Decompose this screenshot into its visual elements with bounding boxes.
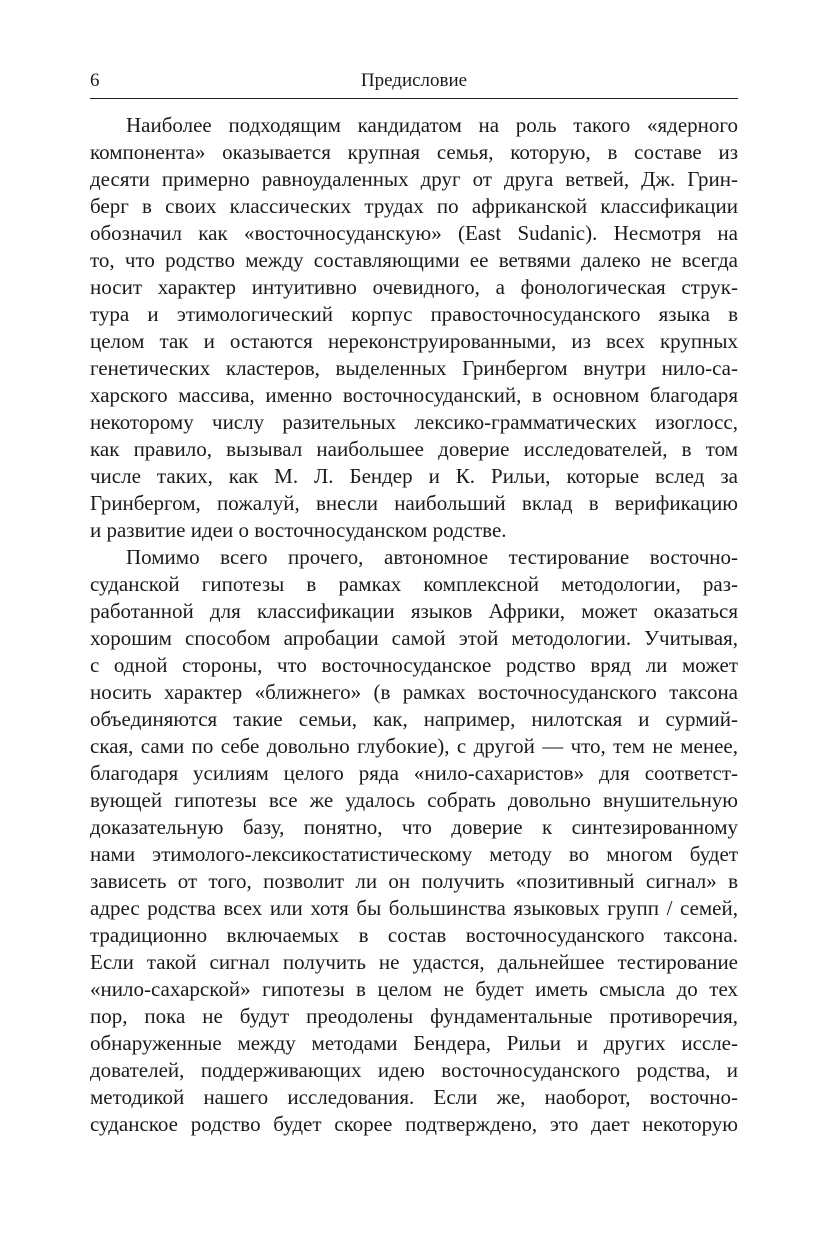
text-line: доказательную базу, понятно, что доверие к синтезированному — [90, 815, 738, 839]
text-line: пор, пока не будут преодолены фундаментальные противоречия, — [90, 1004, 738, 1028]
text-line: дователей, поддерживающих идею восточносуданского родства, и — [90, 1058, 738, 1082]
text-line: благодаря усилиям целого ряда «нило-сахаристов» для соответст- — [90, 761, 738, 785]
running-head — [90, 68, 738, 99]
text-line: харского массива, именно восточносуданский, в основном благодаря — [90, 383, 738, 407]
text-line: генетических кластеров, выделенных Гринбергом внутри нило-са- — [90, 356, 738, 380]
body-text — [90, 112, 738, 1138]
text-line: нами этимолого-лексикостатистическому методу во многом будет — [90, 842, 738, 866]
text-line: с одной стороны, что восточносуданское родство вряд ли может — [90, 653, 738, 677]
text-line: адрес родства всех или хотя бы большинства языковых групп / семей, — [90, 896, 738, 920]
text-line: хорошим способом апробации самой этой методологии. Учитывая, — [90, 626, 738, 650]
text-line: Гринбергом, пожалуй, внесли наибольший вклад в верификацию — [90, 491, 738, 515]
text-line: «нило-сахарской» гипотезы в целом не будет иметь смысла до тех — [90, 977, 738, 1001]
text-line: как правило, вызывал наибольшее доверие исследователей, в том — [90, 437, 738, 461]
text-line: методикой нашего исследования. Если же, наоборот, восточно- — [90, 1085, 738, 1109]
text-line: ская, сами по себе довольно глубокие), с другой — что, тем не менее, — [90, 734, 738, 758]
paragraph-1 — [90, 112, 738, 544]
text-line: и развитие идеи о восточносуданском родстве. — [90, 518, 507, 542]
text-line: обозначил как «восточносуданскую» (East Sudanic). Несмотря на — [90, 221, 738, 245]
text-line: носить характер «ближнего» (в рамках восточносуданского таксона — [90, 680, 738, 704]
text-line: некоторому числу разительных лексико-грамматических изоглосс, — [90, 410, 738, 434]
running-title: Предисловие — [360, 70, 468, 91]
text-line: Если такой сигнал получить не удастся, дальнейшее тестирование — [90, 950, 738, 974]
text-line: Наиболее подходящим кандидатом на роль такого «ядерного — [126, 113, 738, 137]
text-line: обнаруженные между методами Бендера, Рильи и других иссле- — [90, 1031, 738, 1055]
text-line: работанной для классификации языков Африки, может оказаться — [90, 599, 738, 623]
text-line: числе таких, как М. Л. Бендер и К. Рильи, которые вслед за — [90, 464, 738, 488]
text-line: берг в своих классических трудах по африканской классификации — [90, 194, 738, 218]
text-line: суданской гипотезы в рамках комплексной методологии, раз- — [90, 572, 738, 596]
paragraph-2 — [90, 544, 738, 1138]
text-line: десяти примерно равноудаленных друг от друга ветвей, Дж. Грин- — [90, 167, 738, 191]
text-line: компонента» оказывается крупная семья, которую, в составе из — [90, 140, 738, 164]
text-line: носит характер интуитивно очевидного, а фонологическая струк- — [90, 275, 738, 299]
text-line: тура и этимологический корпус правосточносуданского языка в — [90, 302, 738, 326]
text-line: то, что родство между составляющими ее ветвями далеко не всегда — [90, 248, 738, 272]
text-line: Помимо всего прочего, автономное тестирование восточно- — [126, 545, 738, 569]
text-line: суданское родство будет скорее подтверждено, это дает некоторую — [90, 1112, 738, 1136]
text-line: объединяются такие семьи, как, например, нилотская и сурмий- — [90, 707, 738, 731]
text-line: целом так и остаются нереконструированными, из всех крупных — [90, 329, 738, 353]
text-line: зависеть от того, позволит ли он получить «позитивный сигнал» в — [90, 869, 738, 893]
page-number: 6 — [90, 70, 100, 91]
text-line: традиционно включаемых в состав восточносуданского таксона. — [90, 923, 738, 947]
text-line: вующей гипотезы все же удалось собрать довольно внушительную — [90, 788, 738, 812]
